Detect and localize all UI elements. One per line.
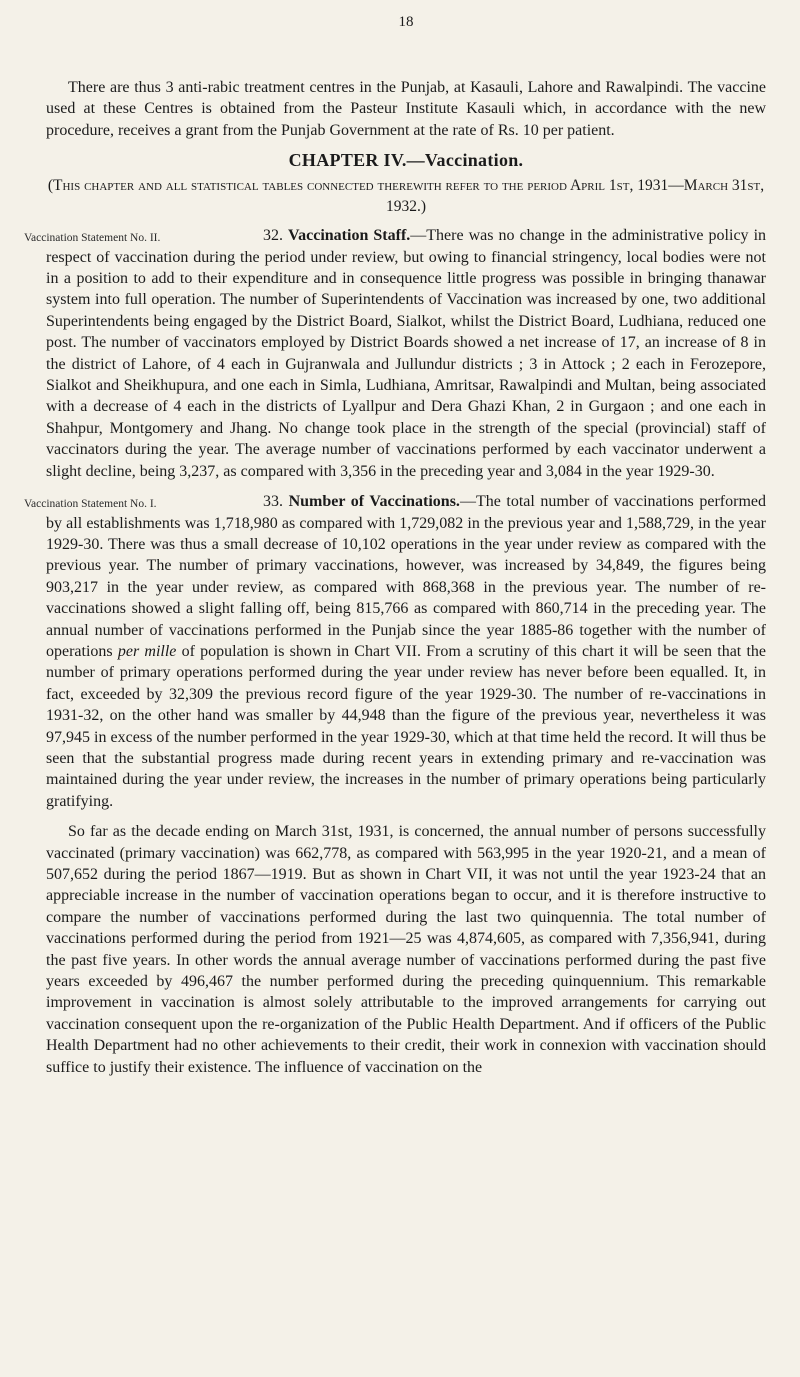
page-number: 18 [398,14,414,30]
section-33-heading: Number of Vaccinations. [288,493,460,511]
section-33-margin-note: Vaccination Statement No. I. [24,498,157,511]
section-32-number: 32. [263,227,283,245]
section-33-text-part1: —The total number of vaccinations performed by all establishments was 1,718,980 as compared with 1,729,082 in the previous year and 1,588,729, in the year 1929-30. There was thus a small decrease of 10,102 operations in the year under review as compared with the previous year. The number of primary vaccinations, however, was increased by 34,849, the figures being 903,217 in the year under review, as compared with 868,368 in the previous year. The number of re-vaccinations showed a slight falling off, being 815,766 as compared with 860,714 in the preceding year. The annual number of vaccinations performed in the Punjab since the year 1885-86 together with the number of operations [46,493,766,660]
section-33-paragraph [24,491,766,812]
section-32-text: —There was no change in the administrative policy in respect of vaccination during the period under review, but owing to financial stringency, local bodies were not in a position to add to their expenditure and in consequence little progress was possible in bringing thanawar system into full operation. The number of Superintendents of Vaccination was increased by one, two additional Superintendents being engaged by the District Board, Sialkot, whilst the District Board, Ludhiana, reduced one post. The number of vaccinators employed by District Boards showed a net increase of 17, an increase of 8 in the district of Lahore, of 4 each in Gujranwala and Jullundur districts ; 3 in Attock ; 2 each in Ferozepore, Sialkot and Sheikhupura, and one each in Simla, Ludhiana, Amritsar, Rawalpindi and Multan, being associated with a decrease of 4 each in the districts of Lyallpur and Dera Ghazi Khan, 2 in Gurgaon ; and one each in Shahpur, Montgomery and Jhang. No change took place in the strength of the special (provincial) staff of vaccinators during the year. The average number of vaccinations performed by each vaccinator underwent a slight decline, being 3,237, as compared with 3,356 in the preceding year and 3,084 in the year 1929-30. [46,227,767,480]
chapter-title: CHAPTER IV.—Vaccination. [288,150,524,171]
section-32-margin-note: Vaccination Statement No. II. [24,232,161,245]
section-33-italic: per mille [117,642,177,660]
chapter-note: (This chapter and all statistical tables connected therewith refer to the period April 1st, 1931—March 31st, 1932.) [47,177,765,216]
section-32-paragraph [24,225,767,482]
section-33-number: 33. [263,493,283,511]
intro-paragraph: There are thus 3 anti-rabic treatment centres in the Punjab, at Kasauli, Lahore and Rawalpindi. The vaccine used at these Centres is obtained from the Pasteur Institute Kasauli which, in accordance with the new procedure, receives a grant from the Punjab Government at the rate of Rs. 10 per patient. [46,79,766,139]
final-paragraph: So far as the decade ending on March 31st, 1931, is concerned, the annual number of persons successfully vaccinated (primary vaccination) was 662,778, as compared with 563,995 in the year 1920-21, and a mean of 507,652 during the period 1867—1919. But as shown in Chart VII, it was not until the year 1923-24 that an appreciable increase in the number of vaccination operations began to occur, and it is therefore instructive to compare the number of vaccinations performed during the last two quinquennia. The total number of vaccinations performed during the period from 1921—25 was 4,874,605, as compared with 7,356,941, during the past five years. In other words the annual average number of vaccinations performed during the past five years exceeded by 496,467 the number performed during the preceding quinquennium. This remarkable improvement in vaccination is almost solely attributable to the improved arrangements for carrying out vaccination consequent upon the re-organization of the Public Health Department. And if officers of the Public Health Department had no other achievements to their credit, their work in connexion with vaccination should suffice to justify their existence. The influence of vaccination on the [46,823,766,1076]
section-32-heading: Vaccination Staff. [288,227,411,245]
section-33-text-part2: of population is shown in Chart VII. From a scrutiny of this chart it will be seen that the number of primary operations performed during the year under review has never before been equalled. It, in fact, exceeded by 32,309 the previous record figure of the year 1929-30. The number of re-vaccinations in 1931-32, on the other hand was smaller by 44,948 than the figure of the previous year, nevertheless it was 97,945 in excess of the number performed in the year 1929-30, which at that time held the record. It will thus be seen that the substantial progress made during recent years in extending primary and re-vaccination was maintained during the year under review, the increases in the number of primary operations being particularly gratifying. [46,642,766,810]
